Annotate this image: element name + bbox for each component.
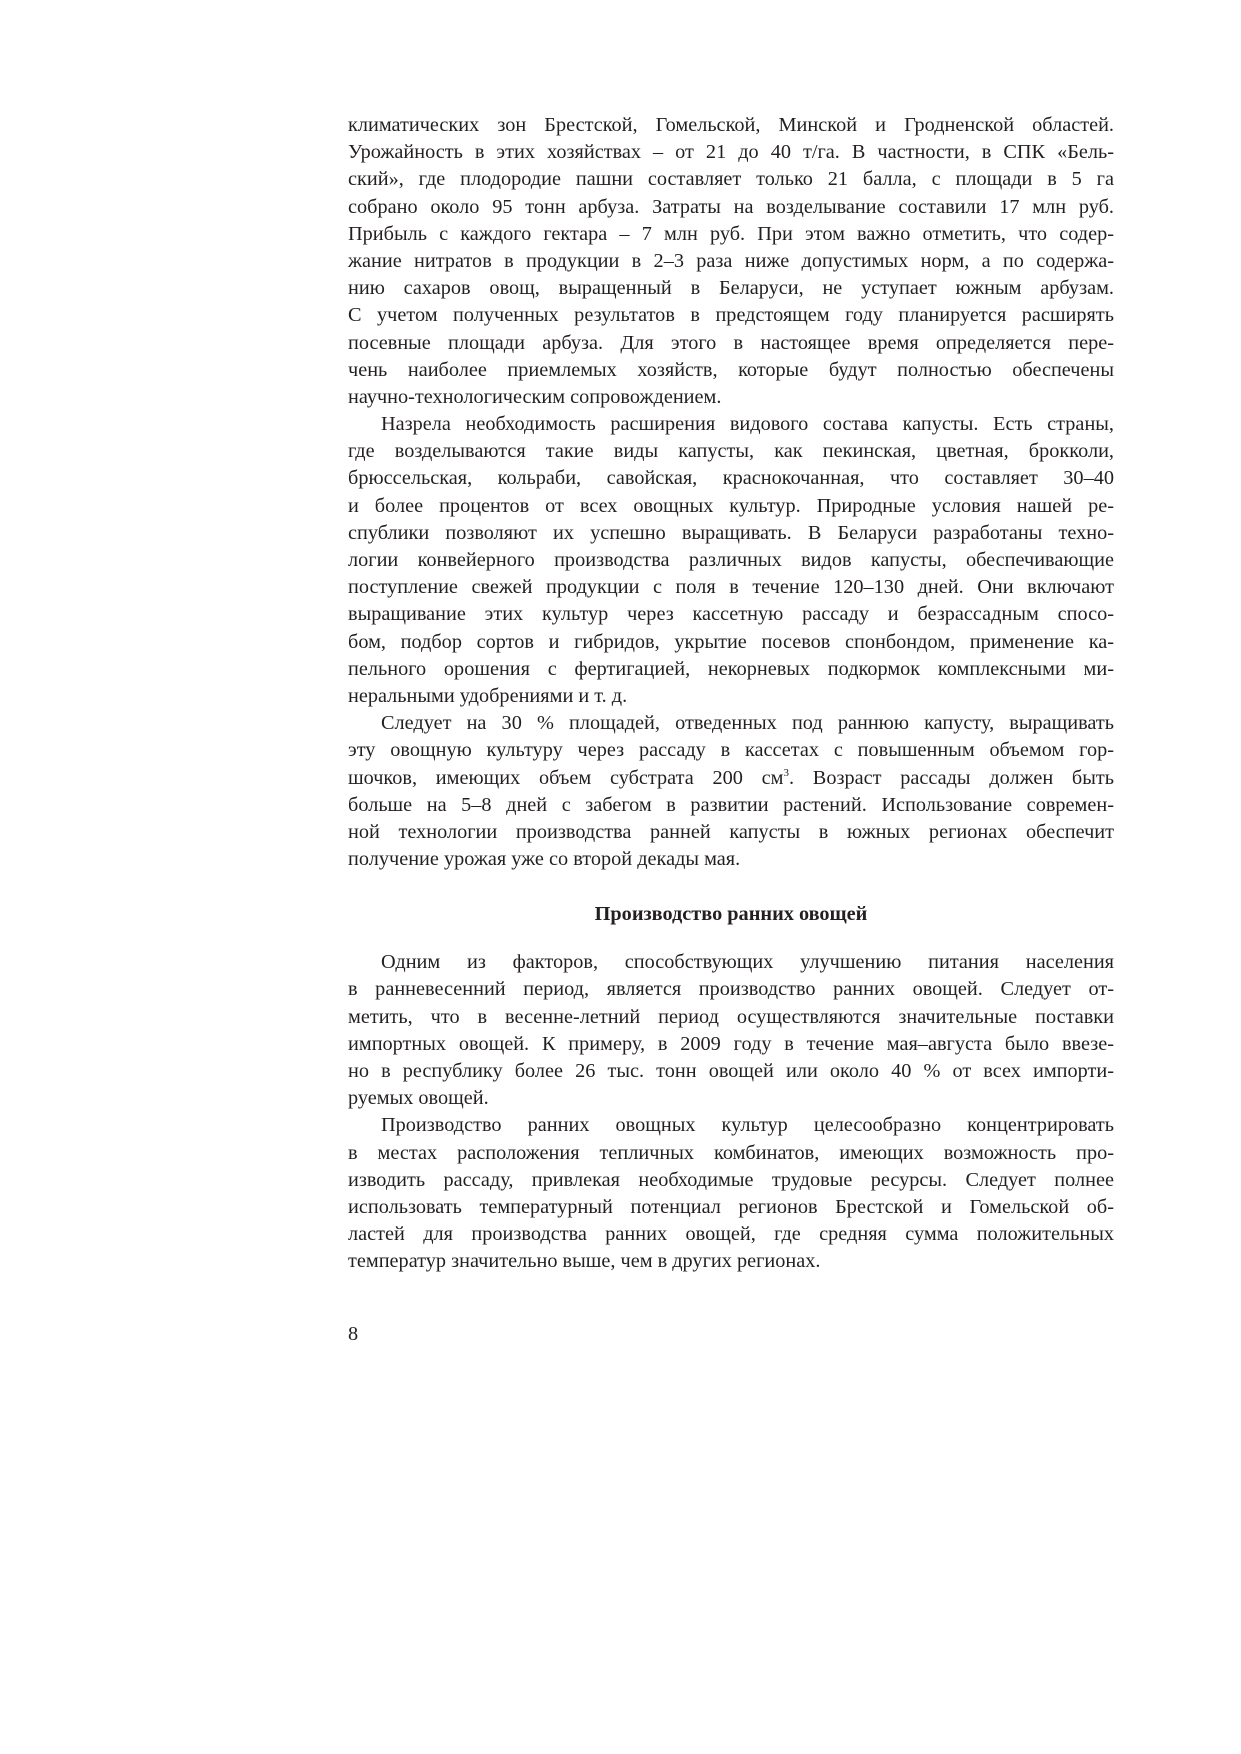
text-line: ластей для производства ранних овощей, где средняя сумма положительных bbox=[348, 1223, 1114, 1246]
text-line: Прибыль с каждого гектара – 7 млн руб. При этом важно отметить, что содер- bbox=[348, 222, 1114, 245]
text-line: Назрела необходимость расширения видового состава капусты. Есть страны, bbox=[381, 413, 1114, 436]
text-line: жание нитратов в продукции в 2–3 раза ниже допустимых норм, а по содержа- bbox=[348, 249, 1114, 272]
text-line: поступление свежей продукции с поля в течение 120–130 дней. Они включают bbox=[348, 576, 1114, 599]
paragraph-greenhouse bbox=[348, 1112, 1114, 1275]
text-fragment: . Возраст рассады должен быть bbox=[788, 766, 1114, 789]
text-line: С учетом полученных результатов в предстоящем году планируется расширять bbox=[348, 304, 1114, 327]
page-number: 8 bbox=[348, 1323, 359, 1345]
text-line: использовать температурный потенциал регионов Брестской и Гомельской об- bbox=[348, 1195, 1114, 1218]
paragraph-cabbage-species bbox=[348, 411, 1114, 710]
text-line: импортных овощей. К примеру, в 2009 году в течение мая–августа было ввезе- bbox=[348, 1032, 1114, 1055]
section-heading: Производство ранних овощей bbox=[594, 903, 868, 926]
superscript: 3 bbox=[783, 766, 789, 779]
text-line: руемых овощей. bbox=[348, 1087, 489, 1110]
text-line: бом, подбор сортов и гибридов, укрытие посевов спонбондом, применение ка- bbox=[348, 630, 1114, 653]
paragraph-melon bbox=[348, 112, 1114, 411]
text-fragment: шочков, имеющих объем субстрата 200 см bbox=[348, 766, 784, 789]
text-line: Производство ранних овощных культур целесообразно концентрировать bbox=[381, 1114, 1114, 1137]
text-line: ной технологии производства ранней капусты в южных регионах обеспечит bbox=[348, 820, 1114, 843]
text-line: посевные площади арбуза. Для этого в настоящее время определяется пере- bbox=[348, 331, 1114, 354]
text-line: Одним из факторов, способствующих улучшению питания населения bbox=[381, 951, 1114, 974]
text-line: ский», где плодородие пашни составляет только 21 балла, с площади в 5 га bbox=[348, 168, 1114, 191]
text-line: температур значительно выше, чем в других регионах. bbox=[348, 1250, 821, 1273]
text-line: где возделываются такие виды капусты, как пекинская, цветная, брокколи, bbox=[348, 440, 1114, 463]
text-line: пельного орошения с фертигацией, некорневых подкормок комплексными ми- bbox=[348, 657, 1114, 680]
text-line: спублики позволяют их успешно выращивать. В Беларуси разработаны техно- bbox=[348, 521, 1114, 544]
text-line: собрано около 95 тонн арбуза. Затраты на возделывание составили 17 млн руб. bbox=[348, 195, 1114, 218]
text-line: неральными удобрениями и т. д. bbox=[348, 684, 628, 707]
text-line: логии конвейерного производства различных видов капусты, обеспечивающие bbox=[348, 549, 1114, 571]
text-line: Следует на 30 % площадей, отведенных под раннюю капусту, выращивать bbox=[381, 712, 1114, 735]
page-body bbox=[348, 112, 1114, 1276]
text-line: в ранневесенний период, является производство ранних овощей. Следует от- bbox=[348, 978, 1114, 1001]
paragraph-early-vegetables bbox=[348, 949, 1114, 1112]
text-line: выращивание этих культур через кассетную рассаду и безрассадным спосо- bbox=[348, 603, 1114, 626]
text-line: метить, что в весенне-летний период осуществляются значительные поставки bbox=[348, 1005, 1114, 1028]
text-line: и более процентов от всех овощных культур. Природные условия нашей ре- bbox=[348, 494, 1114, 517]
paragraph-early-cabbage bbox=[348, 710, 1114, 873]
text-line bbox=[348, 765, 1114, 792]
text-line: чень наиболее приемлемых хозяйств, которые будут полностью обеспечены bbox=[348, 358, 1114, 381]
text-line: Урожайность в этих хозяйствах – от 21 до 40 т/га. В частности, в СПК «Бель- bbox=[348, 141, 1114, 164]
text-line: но в республику более 26 тыс. тонн овощей или около 40 % от всех импорти- bbox=[348, 1060, 1114, 1082]
text-line: больше на 5–8 дней с забегом в развитии растений. Использование современ- bbox=[348, 793, 1114, 816]
text-line: нию сахаров овощ, выращенный в Беларуси, не уступает южным арбузам. bbox=[348, 277, 1114, 300]
text-line: климатических зон Брестской, Гомельской, Минской и Гродненской областей. bbox=[348, 114, 1114, 136]
text-line: научно-технологическим сопровождением. bbox=[348, 385, 722, 408]
text-line: эту овощную культуру через рассаду в кассетах с повышенным объемом гор- bbox=[348, 739, 1114, 762]
text-line: в местах расположения тепличных комбинатов, имеющих возможность про- bbox=[348, 1141, 1114, 1164]
text-line: получение урожая уже со второй декады мая. bbox=[348, 848, 741, 871]
text-line: брюссельская, кольраби, савойская, краснокочанная, что составляет 30–40 bbox=[348, 467, 1114, 490]
text-line: изводить рассаду, привлекая необходимые трудовые ресурсы. Следует полнее bbox=[348, 1168, 1114, 1191]
